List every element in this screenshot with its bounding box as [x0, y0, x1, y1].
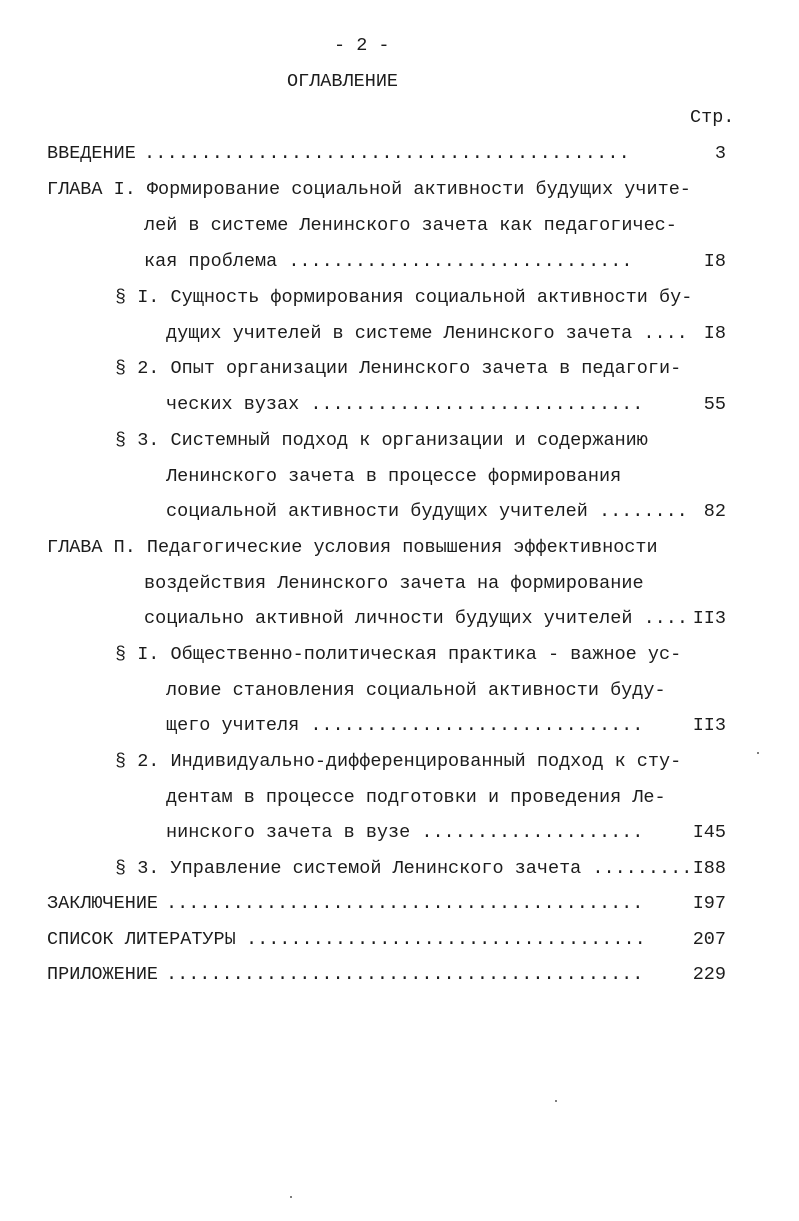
- toc-page-number: I8: [703, 251, 726, 272]
- scan-speck: [290, 1196, 292, 1198]
- toc-line: социально активной личности будущих учителей ....: [144, 608, 688, 629]
- toc-page-number: 55: [703, 394, 726, 415]
- toc-page-number: 3: [714, 143, 726, 164]
- scan-speck: [757, 752, 759, 754]
- toc-line: щего учителя ..............................: [166, 715, 644, 736]
- page-title: ОГЛАВЛЕНИЕ: [287, 71, 399, 92]
- toc-line: кая проблема ...............................: [144, 251, 633, 272]
- toc-line: § 2. Индивидуально-дифференцированный подход к сту-: [115, 751, 682, 772]
- toc-page-number: 82: [703, 501, 726, 522]
- toc-line: нинского зачета в вузе ....................: [166, 822, 644, 843]
- toc-line: ловие становления социальной активности буду-: [166, 680, 666, 701]
- toc-line: ГЛАВА I. Формирование социальной активности будущих учите-: [47, 179, 691, 200]
- toc-page-number: II3: [692, 715, 726, 736]
- toc-page-number: I97: [692, 893, 726, 914]
- toc-line: § I. Сущность формирования социальной активности бу-: [115, 287, 693, 308]
- toc-page-number: 207: [692, 929, 726, 950]
- toc-leader-dots: ....................................: [246, 929, 646, 950]
- toc-label: СПИСОК ЛИТЕРАТУРЫ: [47, 929, 236, 950]
- toc-line: § 2. Опыт организации Ленинского зачета в педагоги-: [115, 358, 682, 379]
- toc-leader-dots: ...........................................: [166, 893, 644, 914]
- toc-line: социальной активности будущих учителей ........: [166, 501, 688, 522]
- toc-line: ГЛАВА П. Педагогические условия повышения эффективности: [47, 537, 658, 558]
- toc-line: ческих вузах ..............................: [166, 394, 644, 415]
- toc-label: ВВЕДЕНИЕ: [47, 143, 136, 164]
- toc-line: Ленинского зачета в процессе формирования: [166, 466, 622, 487]
- page-number: - 2 -: [334, 35, 390, 56]
- toc-line: дущих учителей в системе Ленинского зачета ....: [166, 323, 688, 344]
- toc-page-number: I88: [692, 858, 726, 879]
- page-column-label: Стр.: [690, 107, 735, 128]
- toc-line: воздействия Ленинского зачета на формирование: [144, 573, 644, 594]
- toc-line: § I. Общественно-политическая практика - важное ус-: [115, 644, 682, 665]
- toc-page-number: I8: [703, 323, 726, 344]
- toc-line: лей в системе Ленинского зачета как педагогичес-: [144, 215, 677, 236]
- toc-leader-dots: ...........................................: [166, 964, 644, 985]
- scan-speck: [555, 1100, 557, 1102]
- toc-leader-dots: ...........................................: [144, 143, 630, 164]
- toc-label: ПРИЛОЖЕНИЕ: [47, 964, 159, 985]
- toc-line: § 3. Управление системой Ленинского зачета .........: [115, 858, 693, 879]
- toc-line: дентам в процессе подготовки и проведения Ле-: [166, 787, 666, 808]
- toc-page-number: I45: [692, 822, 726, 843]
- toc-page-number: II3: [692, 608, 726, 629]
- toc-line: § 3. Системный подход к организации и содержанию: [115, 430, 648, 451]
- toc-page-number: 229: [692, 964, 726, 985]
- toc-label: ЗАКЛЮЧЕНИЕ: [47, 893, 159, 914]
